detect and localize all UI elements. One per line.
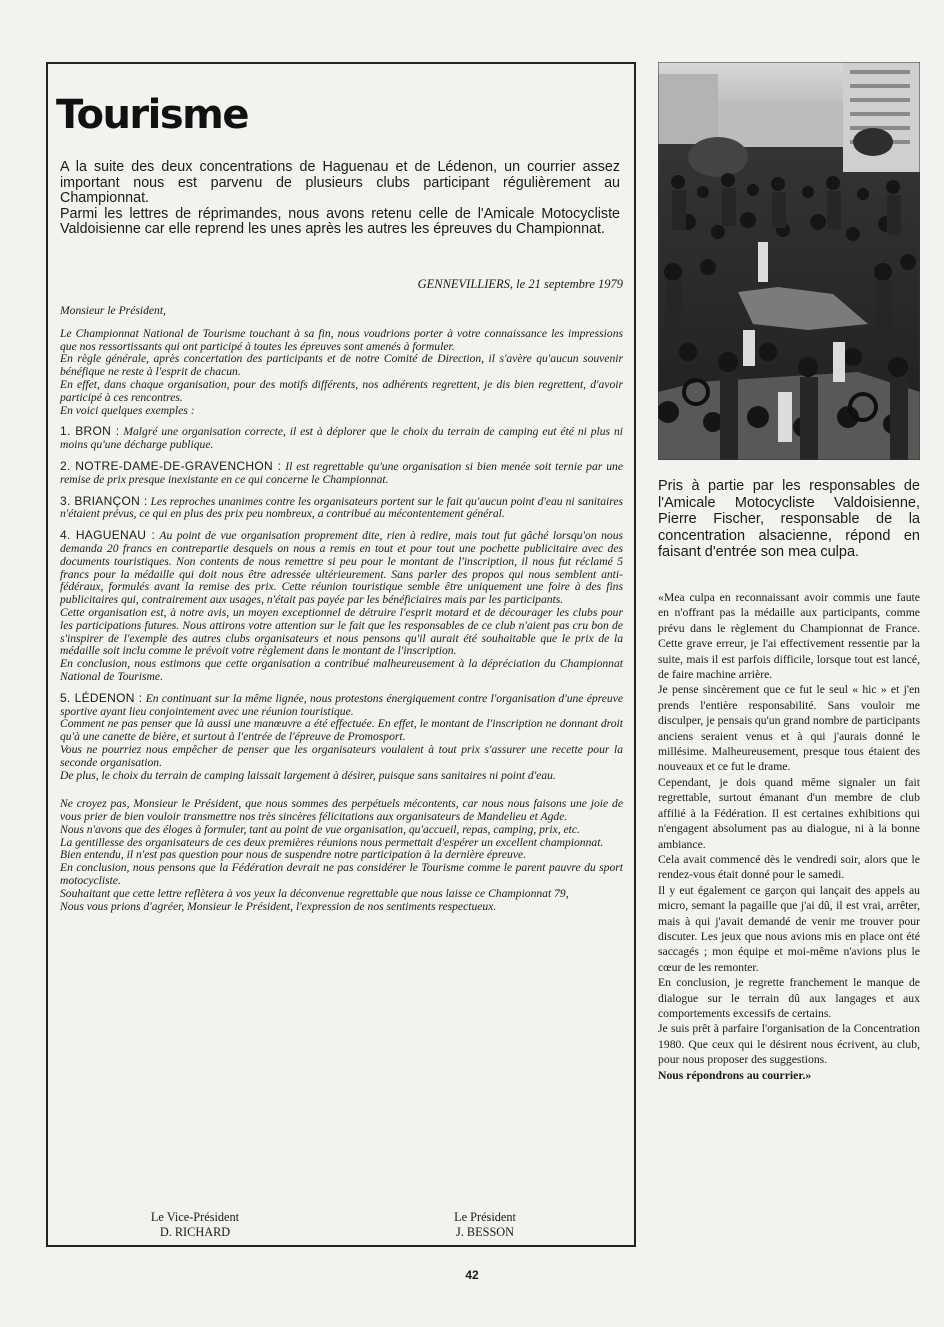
letter-paragraph: En conclusion, nous pensons que la Fédération devrait ne pas considérer le Tourisme comme le parent pauvre du sport motocycliste.: [60, 861, 623, 888]
reply-paragraph: En conclusion, je regrette franchement le manque de dialogue sur le terrain dû aux langages et aux comportements excessifs de certains.: [658, 976, 920, 1020]
item-tag: 4. HAGUENAU :: [60, 528, 156, 543]
letter-paragraph: En règle générale, après concertation des participants et de notre Comité de Direction, il s'avère qu'aucun souvenir bénéfique ne reste à l'esprit de chacun.: [60, 352, 623, 379]
item-text: Les reproches unanimes contre les organisateurs portent sur le fait qu'aucun point d'eau ni sanitaires n'étaient prévus, ce qui en plus des prix peu nombreux, a contribué au mécontentement général.: [60, 494, 623, 521]
signature-role: Le Vice-Président: [150, 1210, 240, 1224]
letter-paragraph: Nous vous prions d'agréer, Monsieur le Président, l'expression de nos sentiments respectueux.: [60, 899, 497, 913]
letter-paragraph: Nous n'avons que des éloges à formuler, tant au point de vue organisation, qu'accueil, repas, camping, prix, etc.: [60, 822, 580, 836]
letter-dateline: GENNEVILLIERS, le 21 septembre 1979: [417, 277, 623, 291]
letter-paragraph: En voici quelques exemples :: [60, 403, 195, 417]
letter-paragraph: Vous ne pourriez nous empêcher de penser que les organisateurs voulaient à tout prix s'assurer une recette pour la seconde organisation.: [60, 742, 623, 769]
item-tag: 5. LÉDENON :: [60, 690, 143, 705]
reply-closing: Nous répondrons au courrier.»: [658, 1068, 812, 1082]
letter-paragraph: Souhaitant que cette lettre reflètera à vos yeux la déconvenue regrettable que nous laisse ce Championnat 79,: [60, 886, 569, 900]
crowd-photo: [658, 62, 920, 460]
item-tag: 3. BRIANÇON :: [60, 493, 148, 508]
letter-body: [60, 305, 623, 913]
letter-paragraph: En effet, dans chaque organisation, pour des motifs différents, nos adhérents regrettent, je dis bien regrettent, d'avoir participé à ces rencontres.: [60, 377, 623, 404]
intro-paragraph: Parmi les lettres de réprimandes, nous avons retenu celle de l'Amicale Motocycliste Valdoisienne car elle reprend les unes après les autres les épreuves du Championnat.: [60, 205, 620, 238]
reply-paragraph: Il y eut également ce garçon qui lançait des appels au micro, semant la pagaille que j'ai dû, il est vrai, arrêter, mais à qui j'avait demandé de venir me trouver pour discuter. Les jeux que nous avions mis en place ont été saccagés ; mon équipe et moi-même n'avions plus le cœur de les remonter.: [658, 883, 920, 974]
letter-item-haguenau: [60, 529, 623, 607]
letter-item-bron: [60, 425, 623, 452]
item-text: Il est regrettable qu'une organisation si bien menée soit ternie par une remise de prix presque inexistante en ce qui concerne le Championnat.: [60, 459, 623, 486]
letter-paragraph: Ne croyez pas, Monsieur le Président, que nous sommes des perpétuels mécontents, car nous nous faisons une joie de vous prier de bien vouloir transmettre nos très sincères félicitations aux organisateurs de Mandelieu et Agde.: [60, 797, 623, 824]
caption-text: Pris à partie par les responsables de l'Amicale Motocycliste Valdoisienne, Pierre Fischer, responsable de la concentration alsacienne, répond en faisant d'entrée son mea culpa.: [658, 478, 920, 560]
item-tag: 2. NOTRE-DAME-DE-GRAVENCHON :: [60, 458, 282, 473]
signature-vice-president: [120, 1210, 270, 1240]
signature-name: D. RICHARD: [159, 1225, 231, 1239]
reply-paragraph: Je suis prêt à parfaire l'organisation de la Concentration 1980. Que ceux qui le désirent nous écrivent, au club, pour nous proposer des suggestions.: [658, 1022, 920, 1067]
crowd-photo-image: [658, 62, 920, 460]
signature-president: [420, 1210, 550, 1240]
organizer-reply: [658, 590, 920, 1083]
item-tag: 1. BRON :: [60, 424, 120, 439]
letter-paragraph: Comment ne pas penser que là aussi une manœuvre a été effectuée. En effet, le montant de l'inscription ne donnant droit qu'à une canette de bière, et surtout à l'entrée de l'épreuve de Promosport.: [60, 717, 623, 744]
page-number: 42: [465, 1268, 479, 1282]
letter-item-briancon: [60, 495, 623, 522]
letter-paragraph: Bien entendu, il n'est pas question pour nous de suspendre notre participation à la dernière épreuve.: [60, 848, 527, 862]
intro: [60, 160, 620, 238]
signature-name: J. BESSON: [455, 1225, 515, 1239]
photo-caption: [658, 478, 920, 561]
item-text: Malgré une organisation correcte, il est à déplorer que le choix du terrain de camping eut été ni plus ni moins qu'une décharge publique.: [60, 425, 624, 452]
reply-paragraph: Cependant, je dois quand même signaler un fait regrettable, surtout émanant d'un membre de club affilié à la Fédération. Il est certaines exhibitions qui n'engagent absolument pas au dialogue, ni à la bonne ambiance.: [658, 775, 920, 851]
letter-item-gravenchon: [60, 460, 623, 487]
letter-paragraph: De plus, le choix du terrain de camping laissait largement à désirer, puisque sans sanitaires ni point d'eau.: [60, 768, 556, 782]
letter-paragraph: Le Championnat National de Tourisme touchant à sa fin, nous voudrions porter à votre connaissance les impressions que nos ressortissants qui ont participé à toutes les épreuves sont amenés à formuler.: [60, 326, 623, 353]
reply-paragraph: Cela avait commencé dès le vendredi soir, alors que le rendez-vous était donné pour le samedi.: [658, 852, 920, 882]
letter-salutation: Monsieur le Président,: [60, 304, 166, 317]
item-text: Au point de vue organisation proprement dite, rien à redire, mais tout fut gâché lorsqu'on nous demanda 20 francs en contrepartie desquels on nous a remis en tout et pour tout une pochette publicitaire avec des documents touristiques. Non contents de nous remettre si peu pour le montant de l'inscription, il nous fut réclamé 5 francs pour la médaille qui doit nous être adressée ultérieurement. Sans parler des propos qui nous semblent anti-fédéraux, formulés avant la remise des prix. Cette réunion touristique semble être uniquement une foire à des fins publicitaires qui, contrairement aux usages, n'était pas payée par les bénéficiaires mais par les participants.: [60, 529, 623, 607]
letter-paragraph: La gentillesse des organisateurs de ces deux premières réunions nous permettait d'espérer un excellent championnat.: [60, 835, 604, 849]
reply-paragraph: Je pense sincèrement que ce fut le seul « hic » et j'en prends l'entière responsabilité. Sans vouloir me disculper, je pensais qu'un grand nombre de participants anciens seraient venus et à qui j'aurais donné le millésime. Malheureusement, presque tous étaient des nouveaux et ce fut le drame.: [658, 683, 920, 774]
signature-role: Le Président: [454, 1210, 516, 1224]
intro-paragraph: A la suite des deux concentrations de Haguenau et de Lédenon, un courrier assez important nous est parvenu de plusieurs clubs participant régulièrement au Championnat.: [60, 159, 620, 207]
letter-paragraph: En conclusion, nous estimons que cette organisation a contribué malheureusement à la dépréciation du Championnat National de Tourisme.: [60, 657, 623, 683]
letter-paragraph: Cette organisation est, à notre avis, un moyen exceptionnel de détruire l'esprit motard et de décourager les clubs pour les participations futures. Nous attirons votre attention sur le fait que les responsables de ce club n'aient pas cru bon de s'inspirer de l'exemple des autres clubs organisateurs et nous pensons qu'il aurait été souhaitable que le prix de la médaille soit inclu comme le prévoit votre règlement dans le montant de l'inscription.: [60, 605, 623, 658]
letter-item-ledenon: [60, 692, 623, 719]
item-text: En continuant sur la même lignée, nous protestons énergiquement contre l'organisation d'une épreuve sportive ayant lieu conjointement avec une réunion touristique.: [60, 691, 623, 718]
reply-paragraph: «Mea culpa en reconnaissant avoir commis une faute en n'offrant pas la médaille aux participants, comme prévu dans le règlement du Championnat de France. Cette grave erreur, je l'ai effectivement ressentie par la suite, mais il est parfois difficile, lorsque tout est lancé, de faire machine arrière.: [658, 591, 920, 682]
page-title: Tourisme: [56, 92, 248, 138]
